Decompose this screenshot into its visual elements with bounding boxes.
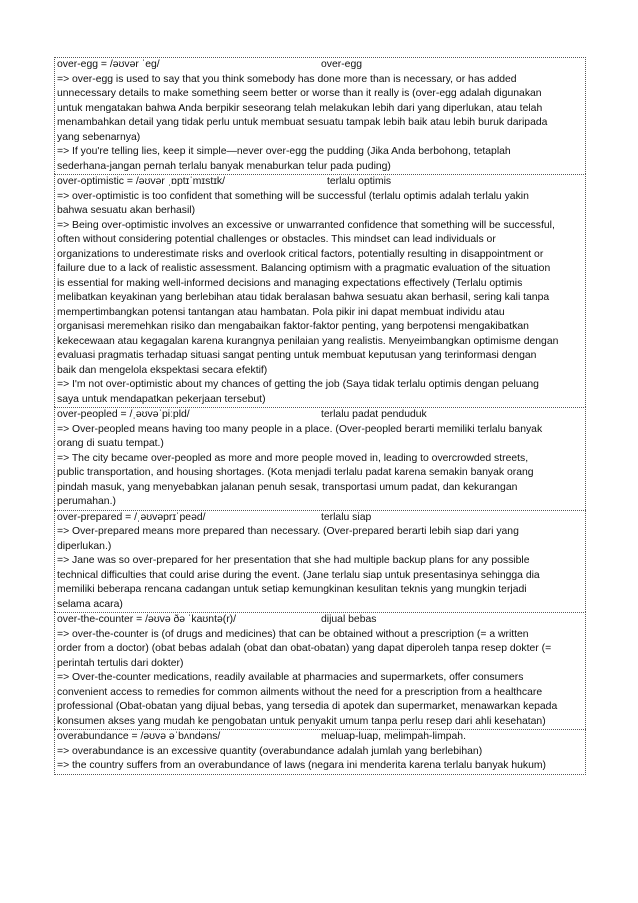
entry-text-line: => overabundance is an excessive quantity (overabundance adalah jumlah yang berlebihan) xyxy=(57,745,483,757)
entry-text-line: perintah tertulis dari dokter) xyxy=(57,657,184,669)
entry-text-line: organizations to underestimate risks and overlook critical factors, potentially resulting in disappointment or xyxy=(57,248,544,260)
entry-text-line: memiliki beberapa rencana cadangan untuk setiap kemungkinan kesulitan teknis yang mungkin terjadi xyxy=(57,584,527,595)
entry-text-line: unnecessary details to make something seem better or worse than it really is (over-egg adalah digunakan xyxy=(57,88,542,99)
entry-header xyxy=(57,58,583,73)
entry-headword: over-the-counter = /əʊvə ðə ˈkaʊntə(r)/ xyxy=(57,614,237,625)
dictionary-entry xyxy=(54,407,586,510)
entry-text-line: kekecewaan atau kegagalan karena kurangnya penilaian yang realistis. Menyeimbangkan optimisme dengan xyxy=(57,335,559,347)
entry-text-line: melibatkan keyakinan yang berlebihan atau tidak beralasan bahwa sesuatu akan berhasil, sering kali tanpa xyxy=(57,292,550,303)
entry-text-line: => Being over-optimistic involves an excessive or unwarranted confidence that something will be successful, xyxy=(57,219,555,231)
entry-text-line: => Over-the-counter medications, readily available at pharmacies and supermarkets, offer consumers xyxy=(57,672,524,683)
dictionary-page xyxy=(54,57,586,775)
entry-header xyxy=(57,730,583,745)
entry-text-line: => over-the-counter is (of drugs and medicines) that can be obtained without a prescription (= a written xyxy=(57,628,529,640)
dictionary-entry xyxy=(54,510,586,613)
entry-text-line: baik dan mengelola ekspektasi secara efektif) xyxy=(57,364,268,376)
entry-text-line: order from a doctor) (obat bebas adalah (obat dan obat-obatan) yang dapat diperoleh tanpa resep dokter (= xyxy=(57,643,552,654)
entry-text-line: => I'm not over-optimistic about my chances of getting the job (Saya tidak terlalu optimis dengan peluang xyxy=(57,379,539,390)
entry-headword: over-prepared = /ˌəʊvəprɪˈpeəd/ xyxy=(57,511,206,523)
entry-text-line: failure due to a lack of realistic assessment. Balancing optimism with a pragmatic evaluation of the situation xyxy=(57,263,551,274)
entry-text-line: convenient access to remedies for common ailments without the need for a prescription from a healthcare xyxy=(57,686,543,698)
entry-text-line: organisasi meremehkan risiko dan mengabaikan faktor-faktor penting, yang berpotensi mengakibatkan xyxy=(57,321,529,332)
entry-translation: over-egg xyxy=(321,59,363,70)
entry-text-line: => Over-peopled means having too many people in a place. (Over-peopled berarti memiliki terlalu banyak xyxy=(57,423,543,435)
entry-text-line: pindah masuk, yang menyebabkan jalanan penuh sesak, transportasi umum padat, dan kekurangan xyxy=(57,481,518,493)
dictionary-entry xyxy=(54,174,586,407)
entry-text-line: => The city became over-peopled as more and more people moved in, leading to overcrowded streets, xyxy=(57,452,529,464)
entry-text-line: bahwa sesuatu akan berhasil) xyxy=(57,205,196,216)
entry-text-line: => Jane was so over-prepared for her presentation that she had multiple backup plans for any possible xyxy=(57,555,530,566)
entry-text-line: public transportation, and housing shortages. (Kota menjadi terlalu padat karena semakin banyak orang xyxy=(57,467,534,478)
entry-text-line: mempertimbangkan potensi tantangan atau hambatan. Pola pikir ini dapat membuat individu atau xyxy=(57,306,505,318)
entry-header xyxy=(57,175,583,190)
entry-headword: over-peopled = /ˌəʊvəˈpiːpld/ xyxy=(57,409,190,420)
entry-translation: meluap-luap, melimpah-limpah. xyxy=(321,731,466,742)
entry-text-line: diperlukan.) xyxy=(57,540,112,552)
entry-text-line: often without considering potential challenges or obstacles. This mindset can lead individuals or xyxy=(57,234,496,245)
entry-text-line: selama acara) xyxy=(57,598,123,610)
dictionary-entry xyxy=(54,612,586,729)
entry-text-line: menambahkan detail yang tidak perlu untuk membuat sesuatu tampak lebih baik atau lebih buruk daripada xyxy=(57,117,548,128)
entry-text-line: orang di suatu tempat.) xyxy=(57,438,164,449)
entry-text-line: => over-optimistic is too confident that something will be successful (terlalu optimis adalah terlalu yakin xyxy=(57,190,529,202)
entry-headword: over-egg = /əʊvər ˈeg/ xyxy=(57,59,160,70)
entry-text-line: perumahan.) xyxy=(57,496,116,507)
entry-text-line: konsumen akses yang mudah ke pengobatan untuk penyakit umum tanpa perlu resep dari ahli kesehatan) xyxy=(57,715,546,727)
entry-headword: over-optimistic = /əʊvər ˌɒptɪˈmɪstɪk/ xyxy=(57,176,225,187)
entry-text-line: is essential for making well-informed decisions and managing expectations effectively (Terlalu optimis xyxy=(57,277,523,289)
entry-text-line: => If you're telling lies, keep it simple—never over-egg the pudding (Jika Anda berbohong, tetaplah xyxy=(57,146,511,157)
entry-text-line: => Over-prepared means more prepared than necessary. (Over-prepared berarti lebih siap dari yang xyxy=(57,526,519,537)
entry-headword: overabundance = /əʊvə əˈbʌndəns/ xyxy=(57,731,221,742)
entry-translation: dijual bebas xyxy=(321,614,377,625)
entry-header xyxy=(57,511,583,526)
entry-text-line: untuk mengatakan bahwa Anda berpikir seseorang telah melakukan lebih dari yang diperlukan, atau telah xyxy=(57,102,543,114)
entry-text-line: saya untuk mendapatkan pekerjaan tersebut) xyxy=(57,393,266,405)
entry-header xyxy=(57,613,583,628)
entry-text-line: evaluasi pragmatis terhadap situasi sangat penting untuk membuat keputusan yang terinformasi dengan xyxy=(57,350,537,361)
entry-header xyxy=(57,408,583,423)
dictionary-entry xyxy=(54,57,586,174)
entry-text-line: technical difficulties that could arise during the event. (Jane terlalu siap untuk presentasinya sehingga dia xyxy=(57,569,540,581)
dictionary-entry xyxy=(54,729,586,775)
entry-translation: terlalu optimis xyxy=(327,176,392,187)
entry-text-line: => over-egg is used to say that you think somebody has done more than is necessary, or has added xyxy=(57,73,517,85)
entry-text-line: yang sebenarnya) xyxy=(57,131,141,143)
entry-translation: terlalu padat penduduk xyxy=(321,409,427,420)
entry-translation: terlalu siap xyxy=(321,511,372,523)
entry-text-line: => the country suffers from an overabundance of laws (negara ini menderita karena terlalu banyak hukum) xyxy=(57,760,547,771)
entry-text-line: professional (Obat-obatan yang dijual bebas, yang tersedia di apotek dan supermarket, menawarkan kepada xyxy=(57,701,558,712)
entry-text-line: sederhana-jangan pernah terlalu banyak menaburkan telur pada puding) xyxy=(57,160,391,172)
